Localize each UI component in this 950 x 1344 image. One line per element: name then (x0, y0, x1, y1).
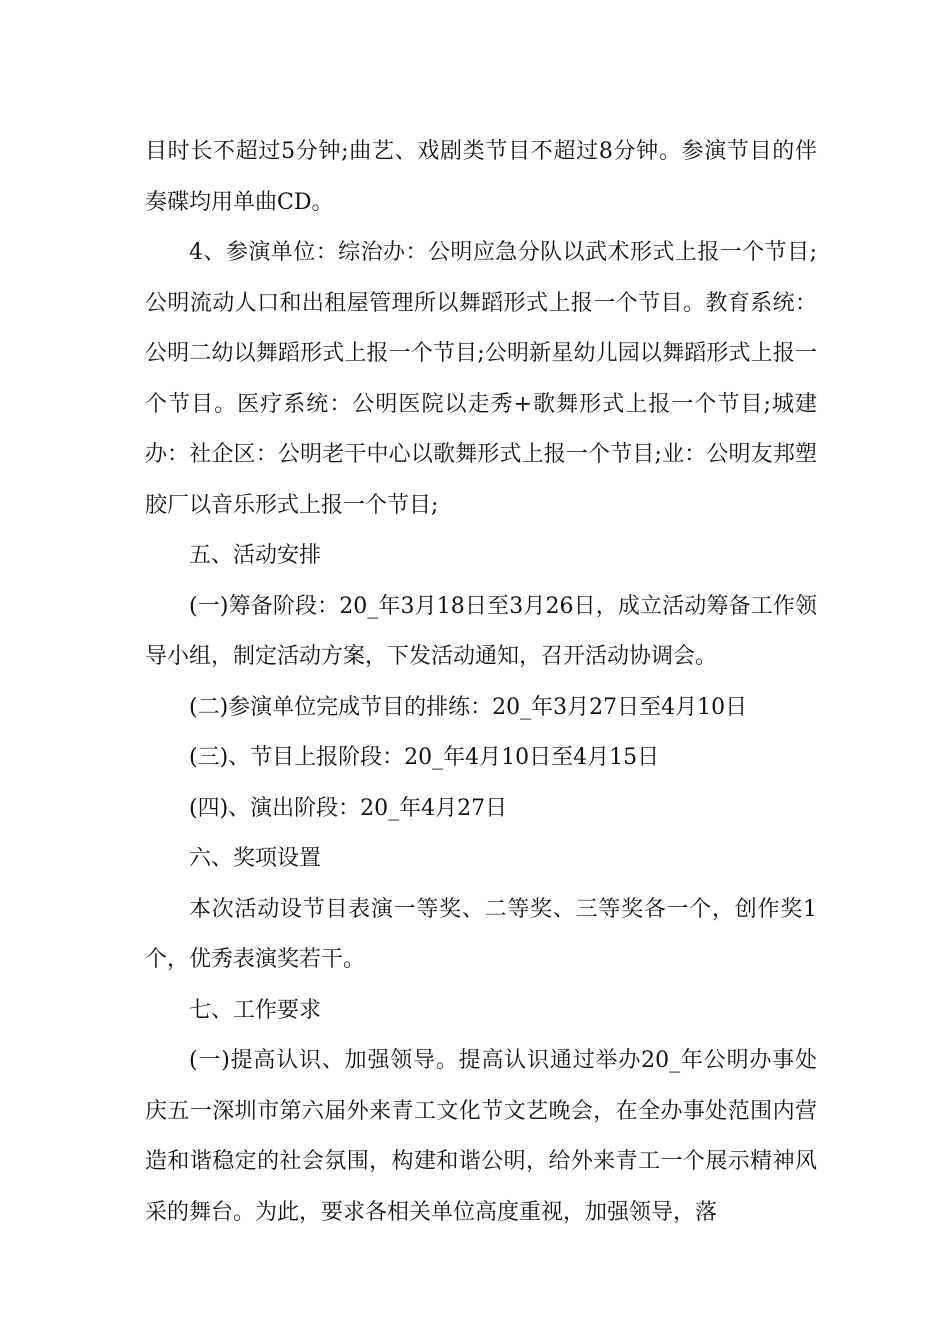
paragraph-7: (四)、演出阶段：20_年4月27日 (189, 795, 508, 821)
section-heading-7: 七、工作要求 (189, 997, 322, 1023)
section-heading-6: 六、奖项设置 (189, 846, 322, 871)
paragraph-6: (三)、节目上报阶段：20_年4月10日至4月15日 (189, 745, 660, 770)
paragraph-2: 4、参演单位：综治办：公明应急分队以武术形式上报一个节目;公明流动人口和出租屋管理所以舞蹈形式上报一个节目。教育系统：公明二幼以舞蹈形式上报一个节目;公明新星幼儿园以舞蹈形式上报一个节目。医疗系统：公明医院以走秀+歌舞形式上报一个节目;城建办：社企区：公明老干中心以歌舞形式上报一个节目;业：公明友邦塑胶厂以音乐形式上报一个节目; (145, 240, 817, 518)
paragraph-9: 本次活动设节目表演一等奖、二等奖、三等奖各一个，创作奖1个，优秀表演奖若干。 (145, 896, 817, 972)
document-body (145, 127, 817, 1238)
section-heading-5: 五、活动安排 (189, 543, 322, 568)
paragraph-1: 目时长不超过5分钟;曲艺、戏剧类节目不超过8分钟。参演节目的伴奏碟均用单曲CD。 (145, 139, 817, 215)
paragraph-4: (一)筹备阶段：20_年3月18日至3月26日，成立活动筹备工作领导小组，制定活动方案，下发活动通知，召开活动协调会。 (145, 593, 817, 669)
paragraph-5: (二)参演单位完成节目的排练：20_年3月27日至4月10日 (189, 694, 748, 720)
paragraph-11: (一)提高认识、加强领导。提高认识通过举办20_年公明办事处庆五一深圳市第六届外来青工文化节文艺晚会，在全办事处范围内营造和谐稳定的社会氛围，构建和谐公明，给外来青工一个展示精神风采的舞台。为此，要求各相关单位高度重视，加强领导，落 (145, 1048, 817, 1225)
